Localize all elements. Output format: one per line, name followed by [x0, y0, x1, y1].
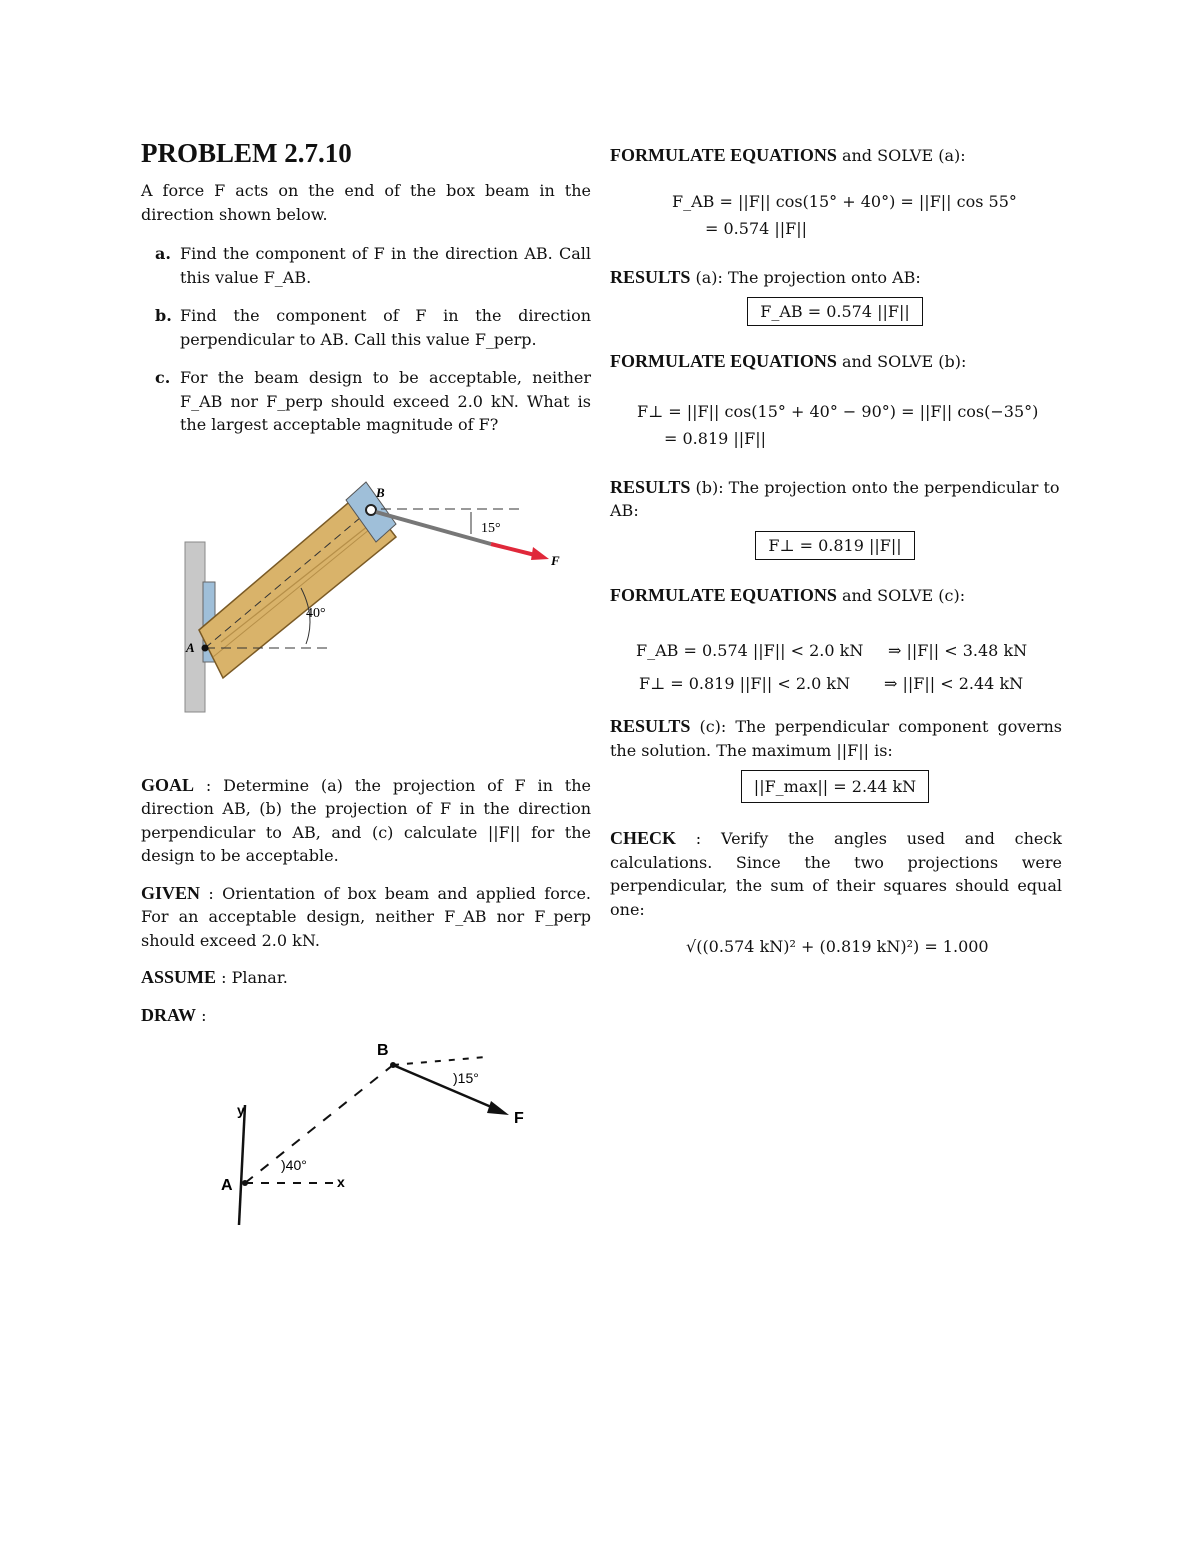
label-y: y [237, 1102, 245, 1118]
eq-c1-right: ⇒ ||F|| < 3.48 kN [888, 641, 1028, 660]
problem-item-c [141, 366, 591, 437]
results-text: (b): The projection onto the perpendicular to AB: [610, 477, 1060, 520]
formulate-tail: and SOLVE (a): [836, 146, 966, 165]
force-arrow [491, 544, 539, 556]
sketch-figure [141, 1035, 591, 1235]
given-section [141, 882, 591, 953]
equation-b [637, 398, 1062, 452]
eq-b-line2: = 0.819 ||F|| [664, 428, 767, 448]
eq-c2-right: ⇒ ||F|| < 2.44 kN [884, 674, 1024, 693]
label-x: x [337, 1174, 345, 1190]
formulate-c [610, 584, 1062, 608]
results-text: (c): The perpendicular component governs the solution. The maximum ||F|| is: [610, 717, 1062, 760]
equation-a [672, 188, 1062, 242]
assume-label: ASSUME [141, 967, 217, 987]
item-text: Find the component of F in the direction perpendicular to AB. Call this value F_perp. [180, 306, 591, 349]
force-arrow-head [531, 547, 549, 560]
label-f: F [551, 552, 560, 568]
goal-label: GOAL [141, 774, 195, 795]
results-label: RESULTS [610, 476, 691, 497]
problem-items [141, 242, 591, 437]
beam-grain [213, 516, 386, 657]
draw-label: DRAW [141, 1004, 197, 1025]
eq-a-line1: F_AB = ||F|| cos(15° + 40°) = ||F|| cos 55° [672, 191, 1017, 211]
left-column [141, 138, 591, 1235]
eq-a-line2: = 0.574 ||F|| [705, 218, 808, 238]
label-a: A [186, 639, 195, 655]
point-a [242, 1180, 248, 1186]
formulate-a [610, 144, 1062, 168]
results-text: (a): The projection onto AB: [690, 267, 921, 287]
formulate-label: FORMULATE EQUATIONS [610, 351, 837, 371]
label-f: F [514, 1110, 524, 1127]
force-vector-head [487, 1101, 509, 1115]
item-label: b. [155, 306, 172, 325]
results-b [610, 476, 1062, 523]
goal-text: : Determine (a) the projection of F in the direction AB, (b) the projection of F in the direction perpendicular to AB, and (c) calculate ||F|| for the design to be acceptable. [141, 775, 591, 865]
result-box-c: ||F_max|| = 2.44 kN [741, 770, 929, 803]
draw-section [141, 1004, 591, 1028]
equation-c [636, 637, 1062, 697]
angle-15: )15° [453, 1070, 479, 1086]
assume-text: : Planar. [216, 968, 288, 987]
formulate-tail: and SOLVE (c): [836, 585, 966, 605]
ref-line [393, 1057, 486, 1065]
angle-40: 40° [306, 605, 326, 621]
point-a [202, 644, 209, 651]
eq-c1-left: F_AB = 0.574 ||F|| < 2.0 kN [636, 641, 864, 660]
result-box-b: F⊥ = 0.819 ||F|| [755, 531, 914, 560]
y-axis [239, 1105, 245, 1225]
result-box-a-wrap [610, 297, 1060, 326]
right-column [610, 144, 1062, 960]
result-box-c-wrap [610, 770, 1060, 803]
formulate-label: FORMULATE EQUATIONS [610, 584, 837, 605]
check-label: CHECK [610, 828, 677, 848]
problem-title: PROBLEM 2.7.10 [141, 138, 352, 168]
problem-intro: A force F acts on the end of the box beam in the direction shown below. [141, 181, 591, 224]
point-b [390, 1062, 396, 1068]
results-a [610, 266, 1062, 290]
pin-b [366, 505, 376, 515]
item-text: For the beam design to be acceptable, neither F_AB nor F_perp should exceed 2.0 kN. What is the largest acceptable magnitude of F? [180, 368, 591, 434]
result-box-a: F_AB = 0.574 ||F|| [747, 297, 923, 326]
given-label: GIVEN [141, 882, 201, 903]
problem-item-b [141, 304, 591, 351]
formulate-tail: and SOLVE (b): [836, 352, 967, 371]
label-a: A [221, 1177, 233, 1194]
item-label: a. [155, 244, 171, 263]
check-section [610, 827, 1062, 921]
label-b: B [376, 484, 385, 500]
force-vector [393, 1065, 496, 1109]
results-c [610, 715, 1062, 762]
goal-section [141, 774, 591, 868]
results-label: RESULTS [610, 716, 691, 736]
formulate-b [610, 350, 1062, 374]
eq-c2-left: F⊥ = 0.819 ||F|| < 2.0 kN [639, 674, 851, 693]
beam-figure [141, 452, 591, 732]
problem-item-a [141, 242, 591, 289]
assume-section [141, 966, 591, 990]
draw-text: : [196, 1005, 207, 1025]
beam-grain [221, 522, 373, 642]
formulate-label: FORMULATE EQUATIONS [610, 145, 837, 165]
ab-line [245, 1065, 393, 1183]
results-label: RESULTS [610, 266, 691, 287]
angle-15: 15° [481, 520, 501, 536]
given-text: : Orientation of box beam and applied force. For an acceptable design, neither F_AB nor F_perp should exceed 2.0 kN. [141, 883, 591, 950]
item-text: Find the component of F in the direction AB. Call this value F_AB. [180, 244, 591, 287]
check-text: : Verify the angles used and check calculations. Since the two projections were perpendicular, the sum of their squares should equal one: [610, 829, 1062, 919]
item-label: c. [155, 368, 171, 387]
angle-40: )40° [281, 1157, 307, 1173]
result-box-b-wrap [610, 531, 1060, 560]
beam-centerline [205, 507, 373, 648]
check-equation: √((0.574 kN)² + (0.819 kN)²) = 1.000 [686, 937, 989, 956]
label-b: B [377, 1042, 389, 1059]
eq-b-line1: F⊥ = ||F|| cos(15° + 40° − 90°) = ||F|| cos(−35°) [637, 401, 1039, 421]
